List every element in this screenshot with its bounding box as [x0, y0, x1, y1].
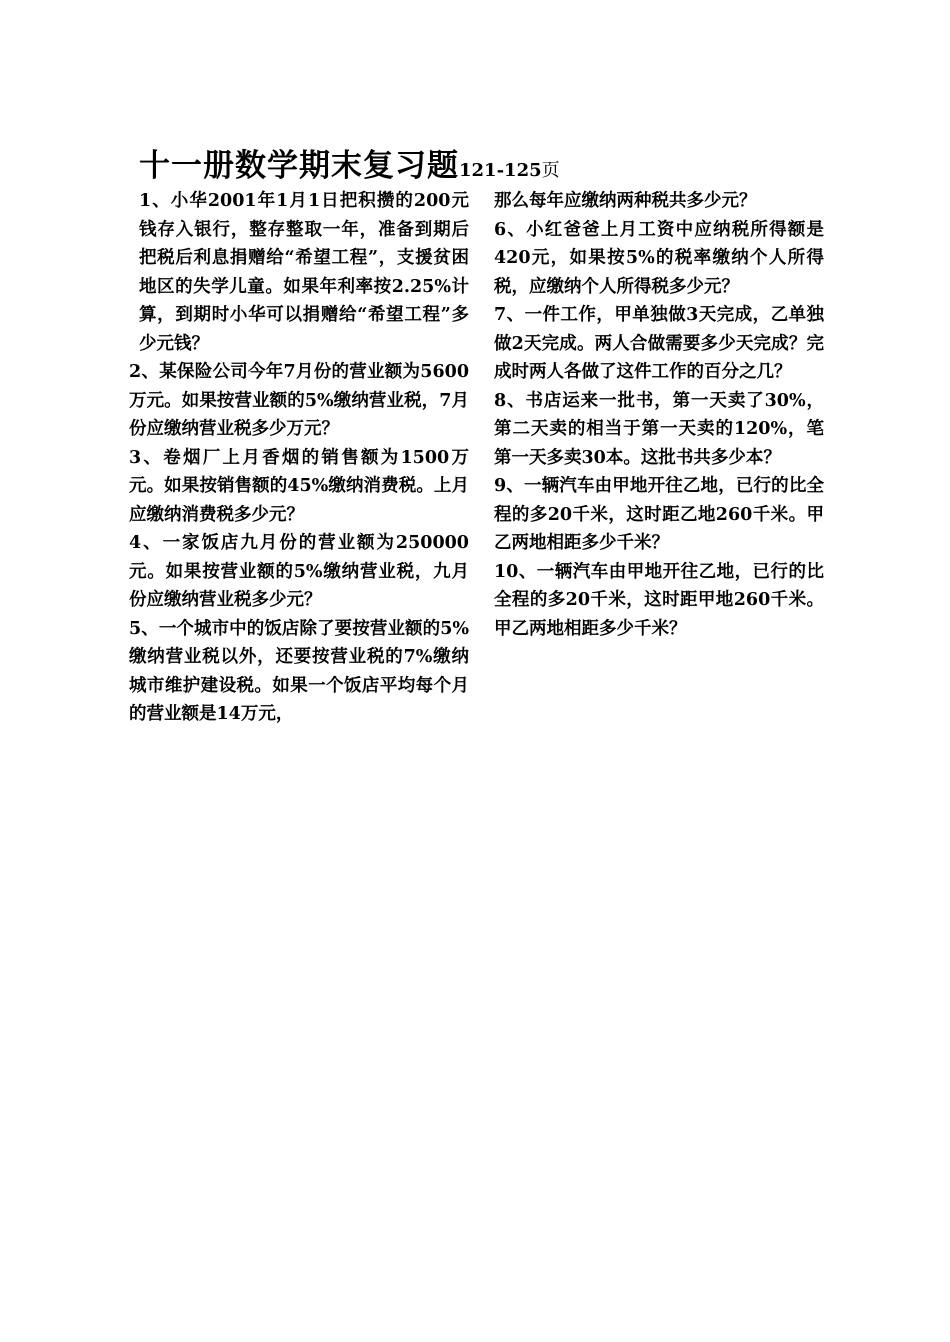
question-10: 10、一辆汽车由甲地开往乙地，已行的比全程的多20千米，这时距甲地260千米。甲乙两地相距多少千米？: [494, 561, 824, 639]
question-1: 1、小华2001年1月1日把积攒的200元钱存入银行，整存整取一年，准备到期后把税后利息捐赠给“希望工程”，支援贫困地区的失学儿童。如果年利率按2.25%计算，到期时小华可以捐赠给“希望工程”多少元钱？: [139, 191, 469, 354]
left-column: [129, 187, 469, 729]
question-5-part-1: 5、一个城市中的饭店除了要按营业额的5%缴纳营业税以外，还要按营业税的7%缴纳城市维护建设税。如果一个饭店平均每个月的营业额是14万元，: [129, 618, 469, 724]
title-pages: 121-125: [459, 160, 542, 181]
question-8: 8、书店运来一批书，第一天卖了30%，第二天卖的相当于第一天卖的120%，笔第一天多卖30本。这批书共多少本？: [494, 390, 824, 468]
question-2: 2、某保险公司今年7月份的营业额为5600万元。如果按营业额的5%缴纳营业税，7月份应缴纳营业税多少万元？: [129, 362, 469, 439]
document-title: [139, 140, 560, 185]
title-pages-unit: 页: [541, 160, 560, 181]
question-6: 6、小红爸爸上月工资中应纳税所得额是420元，如果按5%的税率缴纳个人所得税，应缴纳个人所得税多少元？: [494, 219, 824, 297]
question-7: 7、一件工作，甲单独做3天完成，乙单独做2天完成。两人合做需要多少天完成？完成时两人各做了这件工作的百分之几？: [494, 305, 824, 382]
question-9: 9、一辆汽车由甲地开往乙地，已行的比全程的多20千米，这时距乙地260千米。甲乙两地相距多少千米？: [494, 476, 824, 553]
question-4: 4、一家饭店九月份的营业额为250000元。如果按营业额的5%缴纳营业税，九月份应缴纳营业税多少元？: [129, 533, 469, 610]
title-text: 十一册数学期末复习题: [139, 148, 459, 184]
right-column: [494, 187, 824, 643]
question-5-part-2: 那么每年应缴纳两种税共多少元？: [494, 191, 757, 211]
question-3: 3、卷烟厂上月香烟的销售额为1500万元。如果按销售额的45%缴纳消费税。上月应缴纳消费税多少元？: [129, 447, 469, 525]
